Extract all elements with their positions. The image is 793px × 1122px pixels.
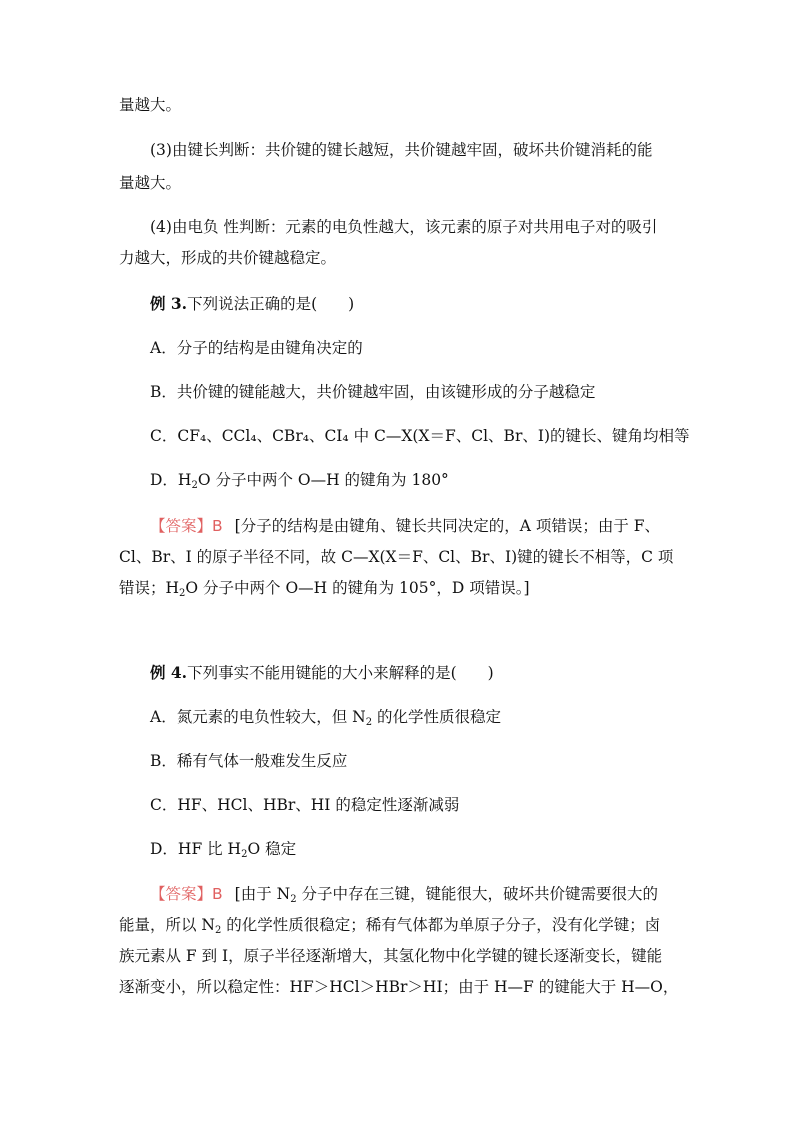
text-line: 力越大，形成的共价键越稳定。 xyxy=(119,249,337,267)
option-text: O 分子中两个 O—H 的键角为 180° xyxy=(197,471,449,489)
subscript: 2 xyxy=(241,849,248,860)
answer-line xyxy=(150,884,658,904)
answer-text: 错误；H xyxy=(119,579,180,597)
option-b: B．共价键的键能越大，共价键越牢固，由该键形成的分子越稳定 xyxy=(150,383,596,401)
option-a xyxy=(150,707,501,727)
text-line: 量越大。 xyxy=(119,96,182,114)
subscript: 2 xyxy=(365,717,373,728)
answer-text: 能量，所以 N xyxy=(119,916,215,934)
subscript: 2 xyxy=(215,925,222,936)
subscript: 2 xyxy=(179,588,186,599)
text-line: (4)由电负 性判断：元素的电负性越大，该元素的原子对共用电子对的吸引 xyxy=(150,218,658,236)
option-c: C．HF、HCl、HBr、HI 的稳定性逐渐减弱 xyxy=(150,796,460,814)
option-b: B．稀有气体一般难发生反应 xyxy=(150,752,348,770)
question-text: 下列事实不能用键能的大小来解释的是( ) xyxy=(187,664,494,682)
answer-text: Cl、Br、I 的原子半径不同，故 C—X(X＝F、Cl、Br、I)键的键长不相等，C 项 xyxy=(119,548,674,566)
answer-text xyxy=(119,915,660,935)
subscript: 2 xyxy=(191,480,198,491)
answer-letter: B xyxy=(212,517,223,535)
subscript: 2 xyxy=(290,894,297,905)
option-text: 的化学性质很稳定 xyxy=(372,708,501,726)
option-a: A．分子的结构是由键角决定的 xyxy=(150,339,363,357)
answer-letter: B xyxy=(212,885,223,903)
example-label: 例 3. xyxy=(150,294,188,313)
option-text: A．氮元素的电负性较大，但 N xyxy=(150,708,366,726)
example-4-question xyxy=(150,663,494,683)
text-line: (3)由键长判断：共价键的键长越短，共价键越牢固，破坏共价键消耗的能 xyxy=(150,141,653,159)
answer-text: [由于 N xyxy=(234,885,291,903)
question-text: 下列说法正确的是( ) xyxy=(187,295,355,313)
answer-tag: 【答案】 xyxy=(150,885,213,903)
example-label: 例 4. xyxy=(150,663,188,682)
answer-tag: 【答案】 xyxy=(150,517,213,535)
example-3-question xyxy=(150,294,354,314)
answer-text: 逐渐变小，所以稳定性：HF＞HCl＞HBr＞HI；由于 H—F 的键能大于 H—O， xyxy=(119,978,679,996)
option-text: D．H xyxy=(150,471,192,489)
option-d xyxy=(150,839,296,859)
answer-text: O 分子中两个 O—H 的键角为 105°，D 项错误。] xyxy=(185,579,530,597)
option-text: D．HF 比 H xyxy=(150,840,242,858)
answer-line xyxy=(150,516,660,536)
answer-text: 分子中存在三键，键能很大，破坏共价键需要很大的 xyxy=(296,885,659,903)
option-text: O 稳定 xyxy=(247,840,297,858)
answer-text xyxy=(119,578,530,598)
option-d xyxy=(150,470,449,490)
answer-text: [分子的结构是由键角、键长共同决定的，A 项错误；由于 F、 xyxy=(234,517,661,535)
option-c: C．CF₄、CCl₄、CBr₄、CI₄ 中 C—X(X＝F、Cl、Br、I)的键长、键角均相等 xyxy=(150,427,690,445)
answer-text: 的化学性质很稳定；稀有气体都为单原子分子，没有化学键；卤 xyxy=(221,916,661,934)
answer-text: 族元素从 F 到 I，原子半径逐渐增大，其氢化物中化学键的键长逐渐变长，键能 xyxy=(119,947,663,965)
text-line: 量越大。 xyxy=(119,174,182,192)
